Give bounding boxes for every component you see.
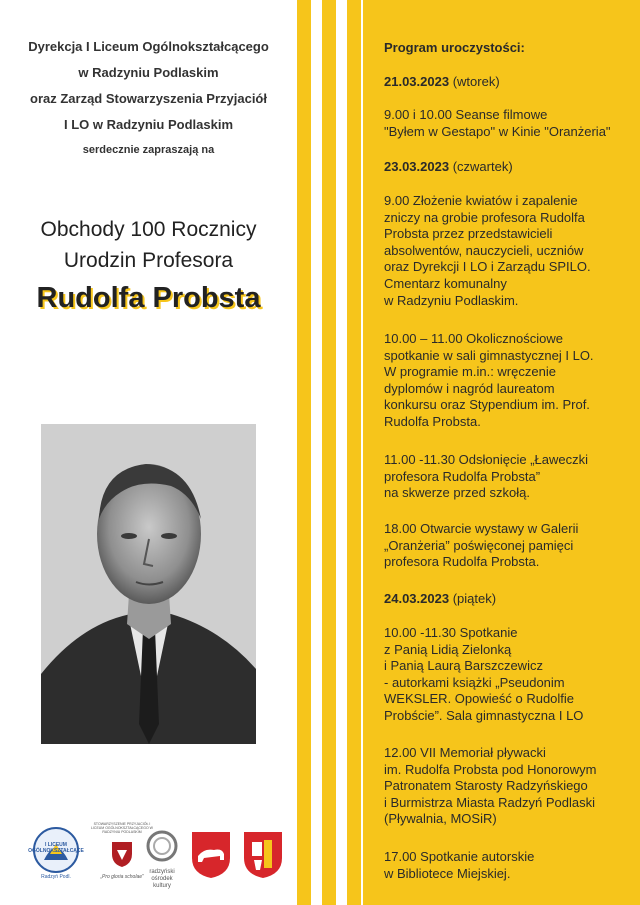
event-2-line-4: absolwentów, nauczycieli, uczniów [384, 242, 584, 258]
event-3-line-1: 10.00 – 11.00 Okolicznościowe [384, 331, 563, 346]
event-2-line-5: oraz Dyrekcji I LO i Zarządu SPILO. [384, 259, 591, 275]
event-7-line-1: 12.00 VII Memoriał pływacki [384, 745, 546, 760]
event-5-line-3: profesora Rudolfa Probsta. [384, 554, 540, 570]
event-8 [384, 849, 640, 882]
city-coat-of-arms-icon [242, 830, 284, 880]
event-4 [384, 452, 640, 502]
event-6-line-5: WEKSLER. Opowieść o Rudolfie [384, 691, 575, 707]
event-3-line-2: spotkanie w sali gimnastycznej I LO. [384, 347, 594, 363]
organizer-line-1: Dyrekcja I Liceum Ogólnokształcącego [28, 39, 269, 54]
event-1 [384, 107, 640, 140]
event-6-line-4: - autorkami książki „Pseudonim [384, 674, 565, 690]
organizer-line-4: I LO w Radzyniu Podlaskim [63, 117, 234, 132]
organizer-line-3: oraz Zarząd Stowarzyszenia Przyjaciół [30, 91, 267, 106]
school-logo [30, 822, 82, 886]
event-2-line-6: Cmentarz komunalny [384, 275, 507, 291]
event-title-line-1: Obchody 100 Rocznicy [40, 218, 257, 241]
day-3-weekday: (piątek) [452, 591, 497, 606]
day-1-date: 21.03.2023 [384, 74, 450, 89]
event-3-line-4: dyplomów i nagród laureatom [384, 380, 555, 396]
event-6-line-6: Probście”. Sala gimnastyczna I LO [384, 707, 584, 723]
decor-stripe-3 [347, 0, 361, 905]
event-2 [384, 193, 640, 309]
powiat-coat-of-arms-icon [190, 830, 232, 880]
school-logo-text: I LICEUM OGÓLNOKSZTAŁCĄCE [28, 842, 84, 854]
event-4-line-2: profesora Rudolfa Probsta” [384, 468, 541, 484]
event-5 [384, 521, 640, 571]
portrait-photo [41, 424, 256, 744]
event-6-line-3: i Panią Laurą Barszczewicz [384, 658, 543, 674]
event-2-line-7: w Radzyniu Podlaskim. [384, 292, 519, 308]
event-2-line-1: 9.00 Złożenie kwiatów i zapalenie [384, 193, 578, 208]
day-3-date: 24.03.2023 [384, 591, 450, 606]
event-6-line-1: 10.00 -11.30 Spotkanie [384, 625, 518, 640]
spilo-motto: „Pro gloria scholae” [100, 874, 144, 880]
event-2-line-2: zniczy na grobie profesora Rudolfa [384, 209, 585, 225]
event-5-line-2: „Oranżeria” poświęconej pamięci [384, 537, 574, 553]
event-title-name: Rudolfa Probsta [36, 282, 261, 314]
program-heading: Program uroczystości: [384, 40, 525, 55]
day-1-weekday: (wtorek) [452, 74, 500, 89]
rok-logo [144, 830, 182, 890]
day-1 [384, 74, 500, 90]
event-7-line-2: im. Rudolfa Probsta pod Honorowym [384, 761, 597, 777]
partner-logos [30, 822, 290, 892]
event-3-line-3: W programie m.in.: wręczenie [384, 364, 556, 380]
event-2-line-3: Probsta przez przedstawicieli [384, 226, 553, 242]
event-7 [384, 745, 640, 828]
event-7-line-3: Patronatem Starosty Radzyńskiego [384, 778, 588, 794]
event-7-line-4: i Burmistrza Miasta Radzyń Podlaski [384, 794, 595, 810]
event-4-line-1: 11.00 -11.30 Odsłonięcie „Ławeczki [384, 452, 589, 467]
day-3 [384, 591, 496, 607]
event-1-line-1: 9.00 i 10.00 Seanse filmowe [384, 107, 548, 122]
event-title-line-2: Urodzin Profesora [63, 249, 234, 272]
event-4-line-3: na skwerze przed szkołą. [384, 485, 530, 501]
decor-stripe-1 [297, 0, 311, 905]
event-6-line-2: z Panią Lidią Zielonką [384, 641, 512, 657]
event-3-line-6: Rudolfa Probsta. [384, 413, 481, 429]
decor-stripe-2 [322, 0, 336, 905]
day-2-date: 23.03.2023 [384, 159, 450, 174]
event-1-line-2: "Byłem w Gestapo" w Kinie "Oranżeria" [384, 123, 611, 139]
invitation-text: serdecznie zapraszają na [82, 144, 215, 156]
event-6 [384, 625, 640, 725]
day-2-weekday: (czwartek) [452, 159, 513, 174]
event-8-line-1: 17.00 Spotkanie autorskie [384, 849, 535, 864]
event-5-line-1: 18.00 Otwarcie wystawy w Galerii [384, 521, 579, 536]
event-3-line-5: konkursu oraz Stypendium im. Prof. [384, 397, 590, 413]
event-3 [384, 331, 640, 431]
spilo-logo-text: STOWARZYSZENIE PRZYJACIÓŁ I LICEUM OGÓLNOKSZTAŁCĄCEGO W RADZYNIU PODLASKIM [91, 822, 153, 834]
school-logo-sub: Radzyń Podl. [41, 874, 71, 880]
day-2 [384, 159, 513, 175]
event-7-line-5: (Pływalnia, MOSiR) [384, 811, 497, 827]
organizer-line-2: w Radzyniu Podlaskim [78, 65, 219, 80]
event-8-line-2: w Bibliotece Miejskiej. [384, 865, 511, 881]
rok-logo-text: radzyński ośrodek kultury [149, 869, 175, 889]
